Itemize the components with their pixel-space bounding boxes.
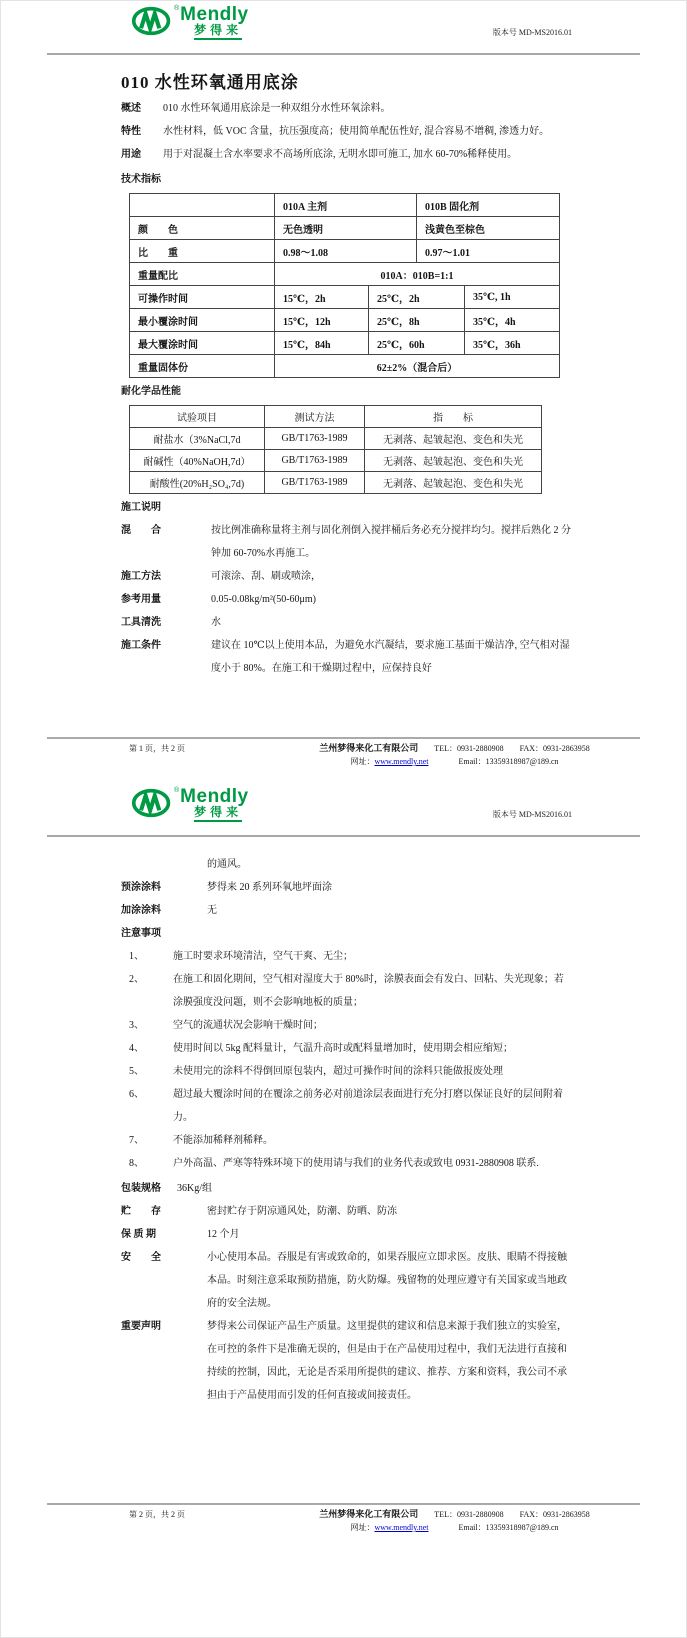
table-cell (130, 194, 275, 217)
statement-row (121, 1315, 573, 1407)
overview-label: 概述 (121, 103, 141, 114)
table-cell: 35℃，4h (465, 309, 560, 332)
safety-text: 小心使用本品。吞服是有害或致命的，如果吞服应立即求医。皮肤、眼睛不得接触本品。时刻注意采取预防措施，防火防爆。残留物的处理应遵守有关国家或当地政府的安全法规。 (207, 1252, 567, 1309)
precoat-text: 梦得来 20 系列环氧地坪面涂 (207, 882, 332, 893)
table-cell: 指 标 (365, 406, 542, 428)
overview-row (121, 97, 573, 120)
safety-label: 安 全 (121, 1252, 161, 1263)
tech-row-pot-life (130, 286, 560, 309)
tech-section-title: 技术指标 (121, 174, 161, 185)
feature-text: 水性材料，低 VOC 含量，抗压强度高；使用简单配伍性好, 混合容易不增稠, 渗透力好。 (163, 126, 550, 137)
packing-label: 包装规格 (121, 1183, 161, 1194)
table-cell: 25℃，2h (369, 286, 465, 309)
table-cell: 可操作时间 (130, 286, 275, 309)
footer-rule (47, 737, 640, 739)
topcoat-label: 加涂涂料 (121, 905, 161, 916)
version-label: 版本号 MD-MS2016.01 (492, 28, 572, 37)
table-cell: GB/T1763-1989 (265, 428, 365, 450)
website-link[interactable]: www.mendly.net (374, 757, 429, 766)
header-rule (47, 53, 640, 55)
table-cell: 无剥落、起皱起泡、变色和失光 (365, 450, 542, 472)
tech-row-ratio (130, 263, 560, 286)
dosage-row (121, 588, 573, 611)
table-cell: 测试方法 (265, 406, 365, 428)
continued-text: 的通风。 (207, 859, 247, 870)
footer-contact (279, 742, 630, 768)
table-cell: 耐碱性（40%NaOH,7d） (130, 450, 265, 472)
clean-row (121, 611, 573, 634)
storage-text: 密封贮存于阴凉通风处，防潮、防晒、防冻 (207, 1206, 397, 1217)
brand-logo (131, 5, 686, 42)
note-item (129, 1152, 573, 1175)
storage-row (121, 1200, 573, 1223)
tech-col-b: 010B 固化剂 (417, 194, 560, 217)
note-number: 6、 (129, 1089, 144, 1100)
packing-text: 36Kg/组 (177, 1183, 212, 1194)
note-item (129, 945, 573, 968)
doc-title: 010 水性环氧通用底涂 (121, 73, 299, 92)
continued-row (121, 853, 573, 876)
note-item (129, 968, 573, 1014)
usage-text: 用于对混凝土含水率要求不高场所底涂, 无明水即可施工, 加水 60-70%稀释使用。 (163, 149, 518, 160)
feature-label: 特性 (121, 126, 141, 137)
usage-label: 用途 (121, 149, 141, 160)
note-text: 使用时间以 5kg 配料量计，气温升高时或配料量增加时，使用期会相应缩短； (173, 1043, 513, 1054)
note-text: 未使用完的涂料不得倒回原包装内，超过可操作时间的涂料只能做报废处理 (173, 1066, 503, 1077)
chem-row-salt (130, 428, 542, 450)
tech-row-recoat-min (130, 309, 560, 332)
tech-row-solids (130, 355, 560, 378)
chem-header-row (130, 406, 542, 428)
tech-col-a: 010A 主剂 (275, 194, 417, 217)
page1-header (1, 1, 686, 49)
method-row (121, 565, 573, 588)
registered-mark: ® (174, 787, 180, 794)
tech-header-row (130, 194, 560, 217)
precoat-label: 预涂涂料 (121, 882, 161, 893)
note-item (129, 1014, 573, 1037)
note-text: 在施工和固化期间，空气相对湿度大于 80%时，涂膜表面会有发白、回粘、失光现象；若涂膜强度没问题，则不会影响地板的质量； (173, 974, 564, 1008)
precoat-row (121, 876, 573, 899)
fax-label: FAX：0931-2863958 (519, 1510, 590, 1519)
storage-label: 贮 存 (121, 1206, 161, 1217)
table-cell: 试验项目 (130, 406, 265, 428)
shelf-life-row (121, 1223, 573, 1246)
note-number: 8、 (129, 1158, 144, 1169)
site-label: 网址： (350, 1523, 375, 1532)
brand-text (180, 788, 248, 822)
note-text: 户外高温、严寒等特殊环境下的使用请与我们的业务代表或致电 0931-2880908 联系. (173, 1158, 539, 1169)
page1-footer (1, 737, 686, 768)
safety-row (121, 1246, 573, 1315)
clean-label: 工具清洗 (121, 617, 161, 628)
table-cell: 35℃, 1h (465, 286, 560, 309)
note-text: 施工时要求环境清洁，空气干爽、无尘； (173, 951, 353, 962)
table-cell: GB/T1763-1989 (265, 450, 365, 472)
page-number: 第 2 页，共 2 页 (129, 1510, 185, 1519)
table-cell: 15℃，84h (275, 332, 369, 355)
footer-contact (279, 1508, 630, 1534)
company-name: 兰州梦得来化工有限公司 (319, 1509, 419, 1519)
page2-header (1, 783, 686, 831)
statement-text: 梦得来公司保证产品生产质量。这里提供的建议和信息来源于我们独立的实验室，在可控的条件下是准确无误的，但是由于在产品使用过程中，我们无法进行直接和持续的控制，因此，无论是否采用所提供的建议、推荐、方案和资料，我公司不承担由于产品使用而引发的任何直接或间接责任。 (207, 1321, 567, 1401)
tel-label: TEL：0931-2880908 (434, 744, 504, 753)
brand-logo (131, 787, 686, 824)
table-cell: 25℃，8h (369, 309, 465, 332)
table-cell: 0.97～1.01 (417, 240, 560, 263)
note-text: 超过最大覆涂时间的在覆涂之前务必对前道涂层表面进行充分打磨以保证良好的层间附着力。 (173, 1089, 563, 1123)
table-cell: 耐盐水（3%NaCl,7d (130, 428, 265, 450)
method-text: 可滚涂、刮、刷或喷涂， (211, 571, 321, 582)
tel-label: TEL：0931-2880908 (434, 1510, 504, 1519)
email-label: Email：13359318987@189.cn (458, 757, 559, 766)
version-label: 版本号 MD-MS2016.01 (492, 810, 572, 819)
notes-section-title: 注意事项 (121, 928, 161, 939)
topcoat-text: 无 (207, 905, 217, 916)
registered-mark: ® (174, 5, 180, 12)
table-cell: 比 重 (130, 240, 275, 263)
page-2 (1, 783, 686, 1638)
note-number: 4、 (129, 1043, 144, 1054)
construction-section-title: 施工说明 (121, 502, 161, 513)
method-label: 施工方法 (121, 571, 161, 582)
topcoat-row (121, 899, 573, 922)
website-link[interactable]: www.mendly.net (374, 1523, 429, 1532)
footer-rule (47, 1503, 640, 1505)
statement-label: 重要声明 (121, 1321, 161, 1332)
overview-text: 010 水性环氧通用底涂是一种双组分水性环氧涂料。 (163, 103, 391, 114)
tech-row-color (130, 217, 560, 240)
table-cell: 无剥落、起皱起泡、变色和失光 (365, 428, 542, 450)
tech-row-recoat-max (130, 332, 560, 355)
mix-row (121, 519, 573, 565)
table-cell: GB/T1763-1989 (265, 472, 365, 494)
email-label: Email：13359318987@189.cn (458, 1523, 559, 1532)
dosage-text: 0.05-0.08kg/m²(50-60μm) (211, 594, 317, 605)
page-number: 第 1 页，共 2 页 (129, 744, 185, 753)
page2-footer (1, 1503, 686, 1534)
header-rule (47, 835, 640, 837)
mendly-logo-icon (131, 5, 173, 42)
table-cell: 耐酸性(20%H₂SO₄,7d) (130, 472, 265, 494)
condition-text: 建议在 10℃以上使用本品，为避免水汽凝结，要求施工基面干燥洁净, 空气相对湿度小于 80%。在施工和干燥期过程中，应保持良好 (211, 640, 570, 674)
condition-row (121, 634, 573, 680)
brand-name: Mendly (180, 4, 249, 25)
shelf-life-text: 12 个月 (207, 1229, 240, 1240)
table-cell: 62±2%（混合后） (275, 355, 560, 378)
chem-row-acid (130, 472, 542, 494)
table-cell: 15℃，12h (275, 309, 369, 332)
table-cell: 重量固体份 (130, 355, 275, 378)
note-number: 5、 (129, 1066, 144, 1077)
note-item (129, 1060, 573, 1083)
note-number: 3、 (129, 1020, 144, 1031)
brand-name-cn: 梦得来 (194, 805, 242, 822)
clean-text: 水 (211, 617, 221, 628)
table-cell: 最小覆涂时间 (130, 309, 275, 332)
tech-row-gravity (130, 240, 560, 263)
chem-row-alkali (130, 450, 542, 472)
table-cell: 010A：010B=1:1 (275, 263, 560, 286)
note-item (129, 1083, 573, 1129)
note-item (129, 1129, 573, 1152)
site-label: 网址： (350, 757, 375, 766)
table-cell: 无色透明 (275, 217, 417, 240)
note-text: 空气的流通状况会影响干燥时间； (173, 1020, 323, 1031)
company-name: 兰州梦得来化工有限公司 (319, 743, 419, 753)
table-cell: 15℃，2h (275, 286, 369, 309)
brand-name-cn: 梦得来 (194, 23, 242, 40)
mix-text: 按比例准确称量将主剂与固化剂倒入搅拌桶后务必充分搅拌均匀。搅拌后熟化 2 分钟加 60-70%水再施工。 (211, 525, 571, 559)
condition-label: 施工条件 (121, 640, 161, 651)
table-cell: 25℃，60h (369, 332, 465, 355)
table-cell: 0.98～1.08 (275, 240, 417, 263)
table-cell: 35℃，36h (465, 332, 560, 355)
brand-name: Mendly (180, 786, 249, 807)
chem-section-title: 耐化学品性能 (121, 386, 181, 397)
note-text: 不能添加稀释剂稀释。 (173, 1135, 273, 1146)
table-cell: 浅黄色至棕色 (417, 217, 560, 240)
fax-label: FAX：0931-2863958 (519, 744, 590, 753)
note-number: 2、 (129, 974, 144, 985)
feature-row (121, 120, 573, 143)
usage-row (121, 143, 573, 166)
packing-row (121, 1177, 573, 1200)
tech-table (129, 193, 560, 378)
mix-label: 混 合 (121, 525, 161, 536)
table-cell: 最大覆涂时间 (130, 332, 275, 355)
mendly-logo-icon (131, 787, 173, 824)
note-number: 1、 (129, 951, 144, 962)
brand-text (180, 6, 248, 40)
table-cell: 重量配比 (130, 263, 275, 286)
note-number: 7、 (129, 1135, 144, 1146)
chem-table (129, 405, 542, 494)
table-cell: 无剥落、起皱起泡、变色和失光 (365, 472, 542, 494)
shelf-life-label: 保 质 期 (121, 1229, 156, 1240)
table-cell: 颜 色 (130, 217, 275, 240)
dosage-label: 参考用量 (121, 594, 161, 605)
note-item (129, 1037, 573, 1060)
page-1 (1, 1, 686, 783)
